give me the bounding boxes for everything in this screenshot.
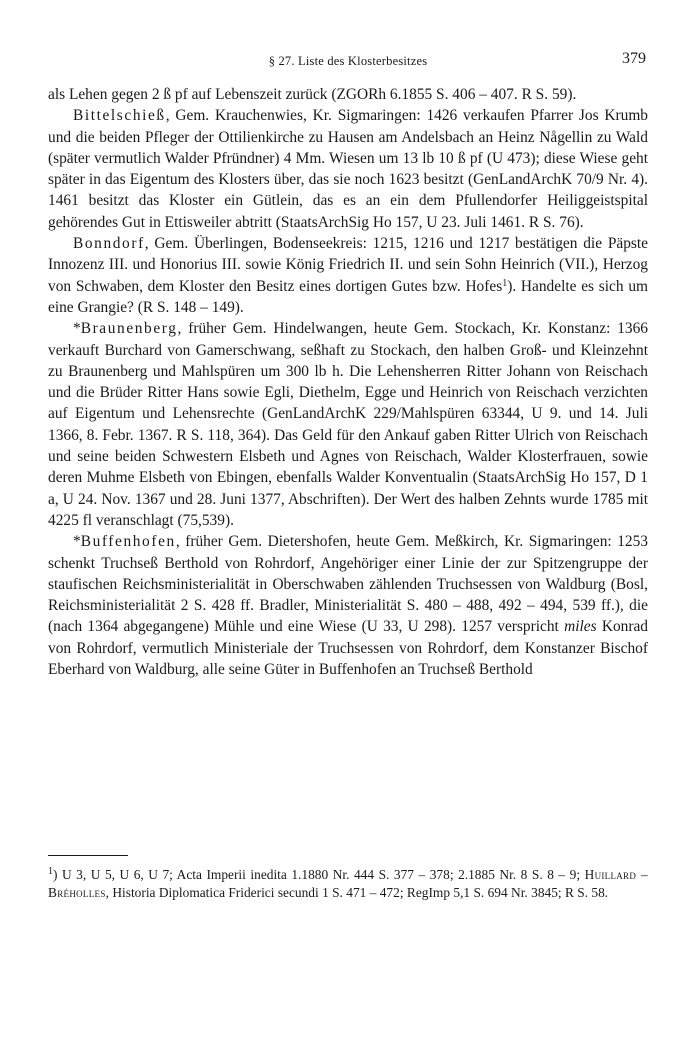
footnote [48, 866, 648, 902]
entry-text: Konrad von Rohrdorf, vermutlich Ministeriale der Truchsessen von Rohrdorf, dem Konstanzer Bischof Eberhard von Waldburg, alle seine Güter in Buffenhofen an Truchseß Berthold [48, 618, 648, 679]
place-name: Bonndorf [73, 235, 145, 253]
footnote-divider [48, 855, 128, 856]
page-header [46, 50, 650, 74]
entry-bonndorf [48, 233, 648, 318]
entry-text: , Gem. Überlingen, Bodenseekreis: 1215, 1216 und 1217 bestätigen die Päpste Innozenz III. und Honorius III. sowie König Friedrich II. und sein Sohn Heinrich (VII.), Herzog von Schwaben, dem Kloster den Besitz eines dortigen Gutes bzw. Hofes [48, 235, 648, 295]
entry-text: , früher Gem. Hindelwangen, heute Gem. Stockach, Kr. Konstanz: 1366 verkauft Burchard von Gamerschwang, seßhaft zu Stockach, den halben Groß- und Kleinzehnt zu Braunenberg und Mahlspüren um 300 lb h. Die Lehensherren Ritter Johann von Reischach und die Brüder Ritter Hans sowie Egli, Diethelm, Egge und Heinrich von Reischach verzichten auf Eigentum und Lehensrechte (GenLandArchK 229/Mahlspüren 63344, U 9. und 14. Juli 1366, 8. Febr. 1367. R S. 118, 364). Das Geld für den Ankauf gaben Ritter Ulrich von Reischach und seine beiden Schwestern Elsbeth und Agnes von Reischach, Walder Klosterfrauen, sowie deren Muhme Elsbeth von Ebingen, ebenfalls Walder Konventualin (StaatsArchSig Ho 157, D 1 a, U 24. Nov. 1367 und 28. Juni 1377, Abschriften). Der Wert des halben Zehnts wurde 1785 mit 4225 fl veranschlagt (75,539). [48, 320, 648, 529]
italic-term: miles [564, 618, 597, 636]
entry-text: , Gem. Krauchenwies, Kr. Sigmaringen: 1426 verkaufen Pfarrer Jos Krumb und die beiden Pfleger der Ottilienkirche zu Hausen am Andelsbach an Heinz Någellin zu Wald (später vermutlich Walder Pfründner) 4 Mm. Wiesen um 13 lb 10 ß pf (U 473); diese Wiese geht später in das Eigentum des Klosters über, das sie noch 1623 besitzt (GenLandArchK 70/9 Nr. 4). 1461 besitzt das Kloster ein Gütlein, das es an ein dem Pfullendorfer Heiliggeistspital gehörendes Gut in Ettisweiler abtritt (StaatsArchSig Ho 157, U 23. Juli 1461. R S. 76). [48, 107, 648, 231]
body-text [48, 84, 648, 680]
entry-buffenhofen [48, 531, 648, 680]
footnote-author: Huillard – Bréholles [48, 867, 648, 900]
place-name: Braunenberg [80, 320, 178, 338]
footnote-text: ) U 3, U 5, U 6, U 7; Acta Imperii inedita 1.1880 Nr. 444 S. 377 – 378; 2.1885 Nr. 8 S. 8 – 9; [53, 867, 585, 882]
entry-bittelschiess [48, 105, 648, 233]
page-number: 379 [622, 50, 646, 67]
lost-site-marker: * [73, 533, 81, 551]
place-name: Buffenhofen [80, 533, 176, 551]
footnote-reference: 1 [502, 277, 508, 289]
footnote-text: , Historia Diplomatica Friderici secundi 1 S. 471 – 472; RegImp 5,1 S. 694 Nr. 3845; R S. 58. [105, 885, 609, 900]
running-head: § 27. Liste des Klosterbesitzes [268, 54, 428, 68]
entry-text: , früher Gem. Dietershofen, heute Gem. Meßkirch, Kr. Sigmaringen: 1253 schenkt Truchseß Berthold von Rohrdorf, Angehöriger einer Linie der zur Spitzengruppe der staufischen Reichsministerialität in Oberschwaben zählenden Truchsessen von Waldburg (Bosl, Reichsministerialität 2 S. 428 ff. Bradler, Ministerialität S. 480 – 488, 492 – 494, 539 ff.), die (nach 1364 abgegangene) Mühle und eine Wiese (U 33, U 298). 1257 verspricht [48, 533, 648, 636]
entry-braunenberg [48, 318, 648, 531]
lost-site-marker: * [73, 320, 81, 338]
entry-text: ). Handelte es sich um eine Grangie? (R S. 148 – 149). [48, 277, 648, 316]
footnote-marker: 1 [48, 866, 53, 877]
place-name: Bittelschieß [73, 107, 166, 125]
paragraph-continuation [48, 84, 648, 105]
footnote-1 [48, 866, 648, 902]
paragraph-text: als Lehen gegen 2 ß pf auf Lebenszeit zurück (ZGORh 6.1855 S. 406 – 407. R S. 59). [48, 86, 577, 103]
